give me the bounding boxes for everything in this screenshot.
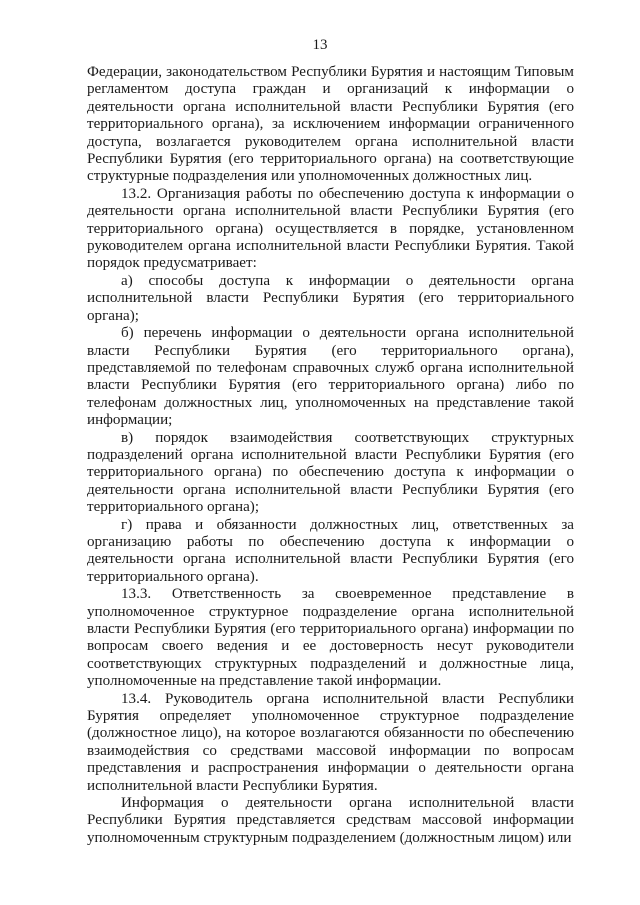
list-item-a: а) способы доступа к информации о деятельности органа исполнительной власти Республики Бурятия (его территориального органа); [87, 272, 574, 324]
list-item-g: г) права и обязанности должностных лиц, ответственных за организацию работы по обеспечению доступа к информации о деятельности органа исполнительной власти Республики Бурятия (его территориального органа). [87, 516, 574, 585]
paragraph-continuation: Федерации, законодательством Республики Бурятия и настоящим Типовым регламентом доступа граждан и организаций к информации о деятельности органа исполнительной власти Республики Бурятия (его территориального органа), за исключением информации ограниченного доступа, возлагается руководителем органа исполнительной власти Республики Бурятия (его территориального органа) на соответствующие структурные подразделения или уполномоченных должностных лиц. [87, 64, 574, 185]
paragraph-media-info: Информация о деятельности органа исполнительной власти Республики Бурятия представляется средствам массовой информации уполномоченным структурным подразделением (должностным лицом) или [87, 795, 574, 846]
paragraph-13-4: 13.4. Руководитель органа исполнительной власти Республики Бурятия определяет уполномоченное структурное подразделение (должностное лицо), на которое возлагаются обязанности по обеспечению взаимодействия со средствами массовой информации по вопросам представления и распространения информации о деятельности органа исполнительной власти Республики Бурятия. [87, 690, 574, 794]
list-item-v: в) порядок взаимодействия соответствующих структурных подразделений органа исполнительной власти Республики Бурятия (его территориального органа) по обеспечению доступа к информации о деятельности органа исполнительной власти Республики Бурятия (его территориального органа); [87, 429, 574, 516]
page-number: 13 [312, 37, 328, 53]
paragraph-13-2: 13.2. Организация работы по обеспечению доступа к информации о деятельности органа исполнительной власти Республики Бурятия (его территориального органа) осуществляется в порядке, установленном руководителем органа исполнительной власти Республики Бурятия. Такой порядок предусматривает: [87, 185, 574, 272]
document-body [87, 64, 574, 847]
paragraph-13-3: 13.3. Ответственность за своевременное представление в уполномоченное структурное подразделение органа исполнительной власти Республики Бурятия (его территориального органа) информации по вопросам своего ведения и ее достоверность несут руководители соответствующих структурных подразделений и должностные лица, уполномоченные на представление такой информации. [87, 586, 574, 690]
list-item-b: б) перечень информации о деятельности органа исполнительной власти Республики Бурятия (его территориального органа), представляемой по телефонам справочных служб органа исполнительной власти Республики Бурятия (его территориального органа) либо по телефонам должностных лиц, уполномоченных на представление такой информации; [87, 325, 574, 429]
